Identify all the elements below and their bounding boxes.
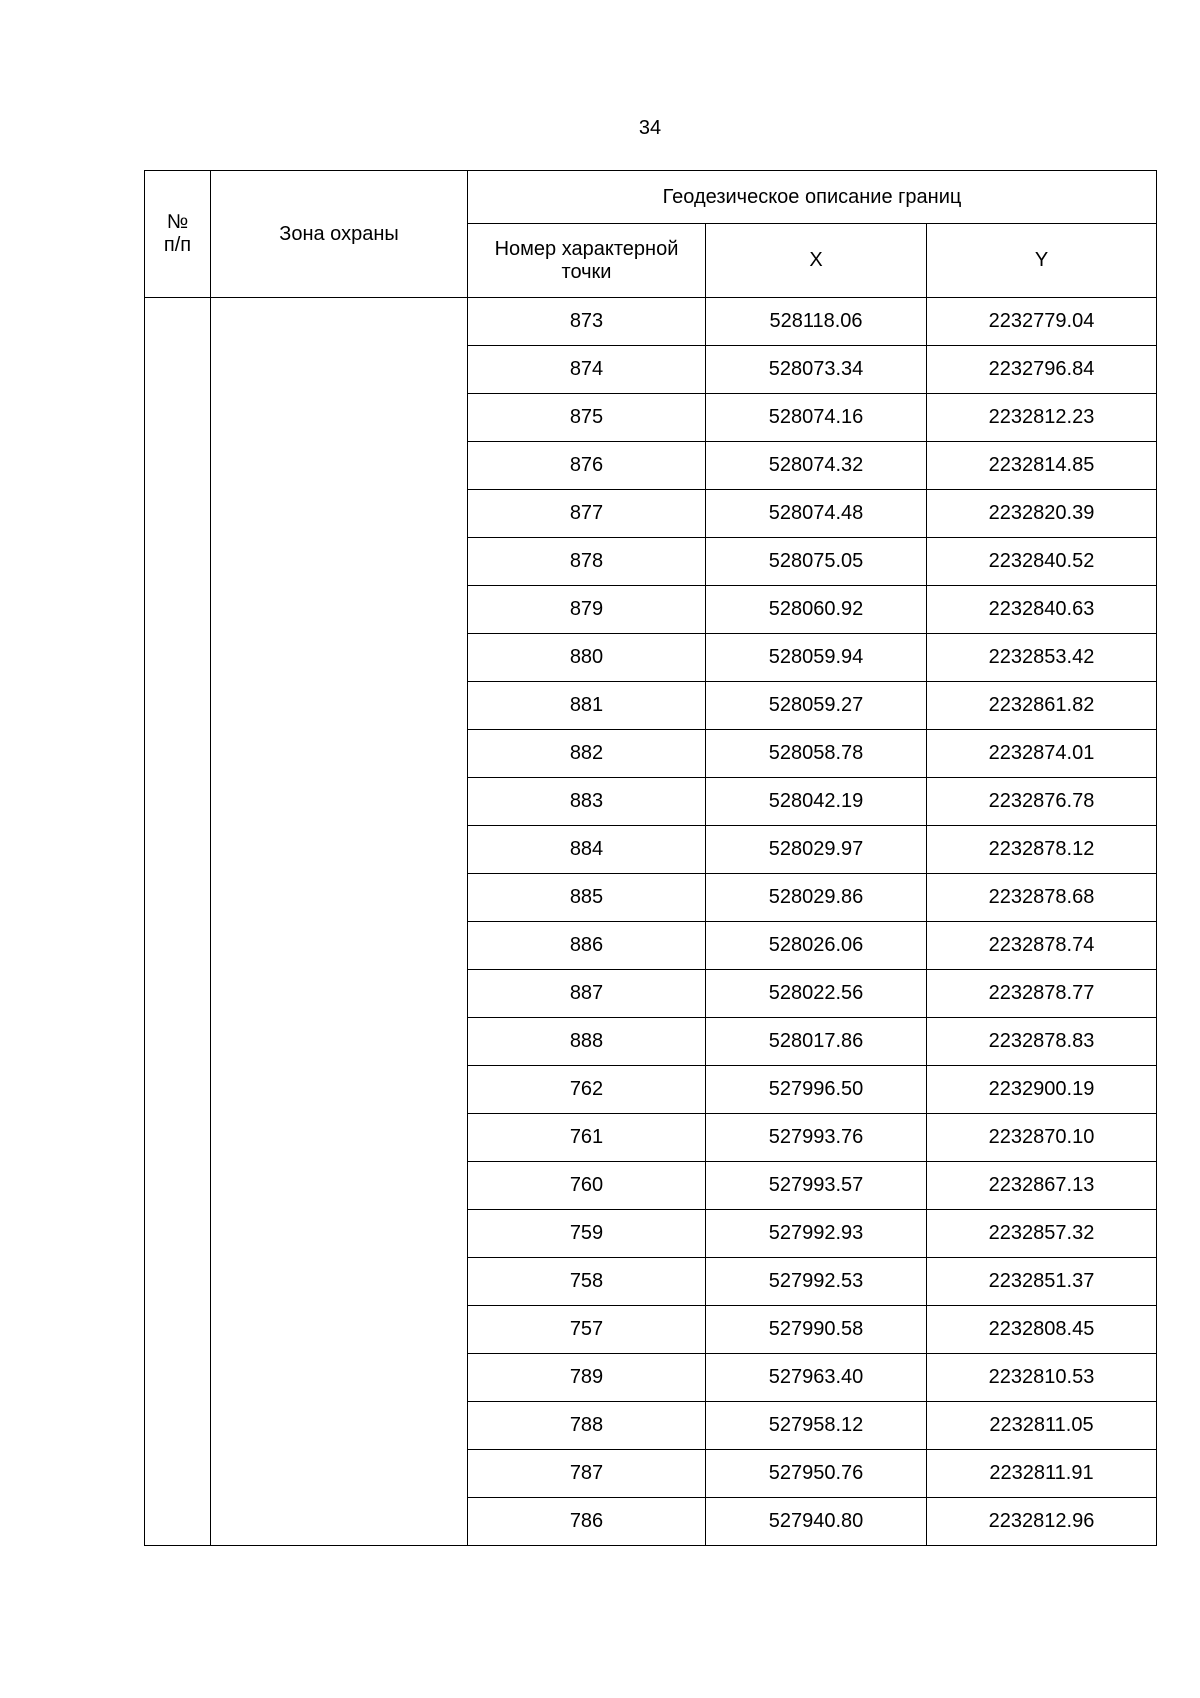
zone-cell: [211, 298, 468, 1546]
point-number-cell: 786: [468, 1498, 706, 1546]
header-zone: Зона охраны: [211, 171, 468, 298]
y-coordinate-cell: 2232878.12: [927, 826, 1157, 874]
point-number-cell: 873: [468, 298, 706, 346]
x-coordinate-cell: 528029.86: [706, 874, 927, 922]
point-number-cell: 876: [468, 442, 706, 490]
point-number-cell: 885: [468, 874, 706, 922]
point-number-cell: 884: [468, 826, 706, 874]
x-coordinate-cell: 528073.34: [706, 346, 927, 394]
x-coordinate-cell: 527950.76: [706, 1450, 927, 1498]
point-number-cell: 788: [468, 1402, 706, 1450]
x-coordinate-cell: 528075.05: [706, 538, 927, 586]
y-coordinate-cell: 2232878.74: [927, 922, 1157, 970]
point-number-cell: 888: [468, 1018, 706, 1066]
y-coordinate-cell: 2232857.32: [927, 1210, 1157, 1258]
header-y: Y: [927, 224, 1157, 298]
point-number-cell: 762: [468, 1066, 706, 1114]
x-coordinate-cell: 528074.48: [706, 490, 927, 538]
x-coordinate-cell: 527996.50: [706, 1066, 927, 1114]
y-coordinate-cell: 2232851.37: [927, 1258, 1157, 1306]
y-coordinate-cell: 2232796.84: [927, 346, 1157, 394]
point-number-cell: 886: [468, 922, 706, 970]
y-coordinate-cell: 2232878.68: [927, 874, 1157, 922]
point-number-cell: 789: [468, 1354, 706, 1402]
header-x: X: [706, 224, 927, 298]
header-number: № п/п: [145, 171, 211, 298]
y-coordinate-cell: 2232867.13: [927, 1162, 1157, 1210]
table-body: [145, 298, 1157, 1546]
header-point-number: Номер характерной точки: [468, 224, 706, 298]
y-coordinate-cell: 2232840.63: [927, 586, 1157, 634]
table-header: [145, 171, 1157, 298]
x-coordinate-cell: 528026.06: [706, 922, 927, 970]
y-coordinate-cell: 2232811.05: [927, 1402, 1157, 1450]
x-coordinate-cell: 528059.27: [706, 682, 927, 730]
y-coordinate-cell: 2232878.77: [927, 970, 1157, 1018]
y-coordinate-cell: 2232811.91: [927, 1450, 1157, 1498]
point-number-cell: 878: [468, 538, 706, 586]
point-number-cell: 883: [468, 778, 706, 826]
x-coordinate-cell: 527992.53: [706, 1258, 927, 1306]
y-coordinate-cell: 2232812.23: [927, 394, 1157, 442]
x-coordinate-cell: 528017.86: [706, 1018, 927, 1066]
x-coordinate-cell: 528059.94: [706, 634, 927, 682]
header-geodetic-description: Геодезическое описание границ: [468, 171, 1157, 224]
point-number-cell: 877: [468, 490, 706, 538]
point-number-cell: 874: [468, 346, 706, 394]
x-coordinate-cell: 528060.92: [706, 586, 927, 634]
table-row: [145, 298, 1157, 346]
point-number-cell: 882: [468, 730, 706, 778]
y-coordinate-cell: 2232874.01: [927, 730, 1157, 778]
y-coordinate-cell: 2232814.85: [927, 442, 1157, 490]
x-coordinate-cell: 528022.56: [706, 970, 927, 1018]
y-coordinate-cell: 2232870.10: [927, 1114, 1157, 1162]
x-coordinate-cell: 527990.58: [706, 1306, 927, 1354]
x-coordinate-cell: 527963.40: [706, 1354, 927, 1402]
x-coordinate-cell: 527993.57: [706, 1162, 927, 1210]
point-number-cell: 881: [468, 682, 706, 730]
point-number-cell: 759: [468, 1210, 706, 1258]
x-coordinate-cell: 527940.80: [706, 1498, 927, 1546]
x-coordinate-cell: 528118.06: [706, 298, 927, 346]
x-coordinate-cell: 527992.93: [706, 1210, 927, 1258]
y-coordinate-cell: 2232900.19: [927, 1066, 1157, 1114]
x-coordinate-cell: 528042.19: [706, 778, 927, 826]
point-number-cell: 879: [468, 586, 706, 634]
y-coordinate-cell: 2232861.82: [927, 682, 1157, 730]
point-number-cell: 758: [468, 1258, 706, 1306]
boundary-coordinates-table: [144, 170, 1157, 1546]
y-coordinate-cell: 2232810.53: [927, 1354, 1157, 1402]
point-number-cell: 757: [468, 1306, 706, 1354]
x-coordinate-cell: 528029.97: [706, 826, 927, 874]
point-number-cell: 787: [468, 1450, 706, 1498]
point-number-cell: 875: [468, 394, 706, 442]
number-cell: [145, 298, 211, 1546]
y-coordinate-cell: 2232812.96: [927, 1498, 1157, 1546]
x-coordinate-cell: 527958.12: [706, 1402, 927, 1450]
y-coordinate-cell: 2232840.52: [927, 538, 1157, 586]
page-number: 34: [638, 117, 662, 139]
x-coordinate-cell: 528074.32: [706, 442, 927, 490]
y-coordinate-cell: 2232878.83: [927, 1018, 1157, 1066]
y-coordinate-cell: 2232808.45: [927, 1306, 1157, 1354]
x-coordinate-cell: 528074.16: [706, 394, 927, 442]
y-coordinate-cell: 2232820.39: [927, 490, 1157, 538]
y-coordinate-cell: 2232779.04: [927, 298, 1157, 346]
point-number-cell: 887: [468, 970, 706, 1018]
point-number-cell: 760: [468, 1162, 706, 1210]
y-coordinate-cell: 2232876.78: [927, 778, 1157, 826]
point-number-cell: 880: [468, 634, 706, 682]
y-coordinate-cell: 2232853.42: [927, 634, 1157, 682]
point-number-cell: 761: [468, 1114, 706, 1162]
x-coordinate-cell: 528058.78: [706, 730, 927, 778]
x-coordinate-cell: 527993.76: [706, 1114, 927, 1162]
